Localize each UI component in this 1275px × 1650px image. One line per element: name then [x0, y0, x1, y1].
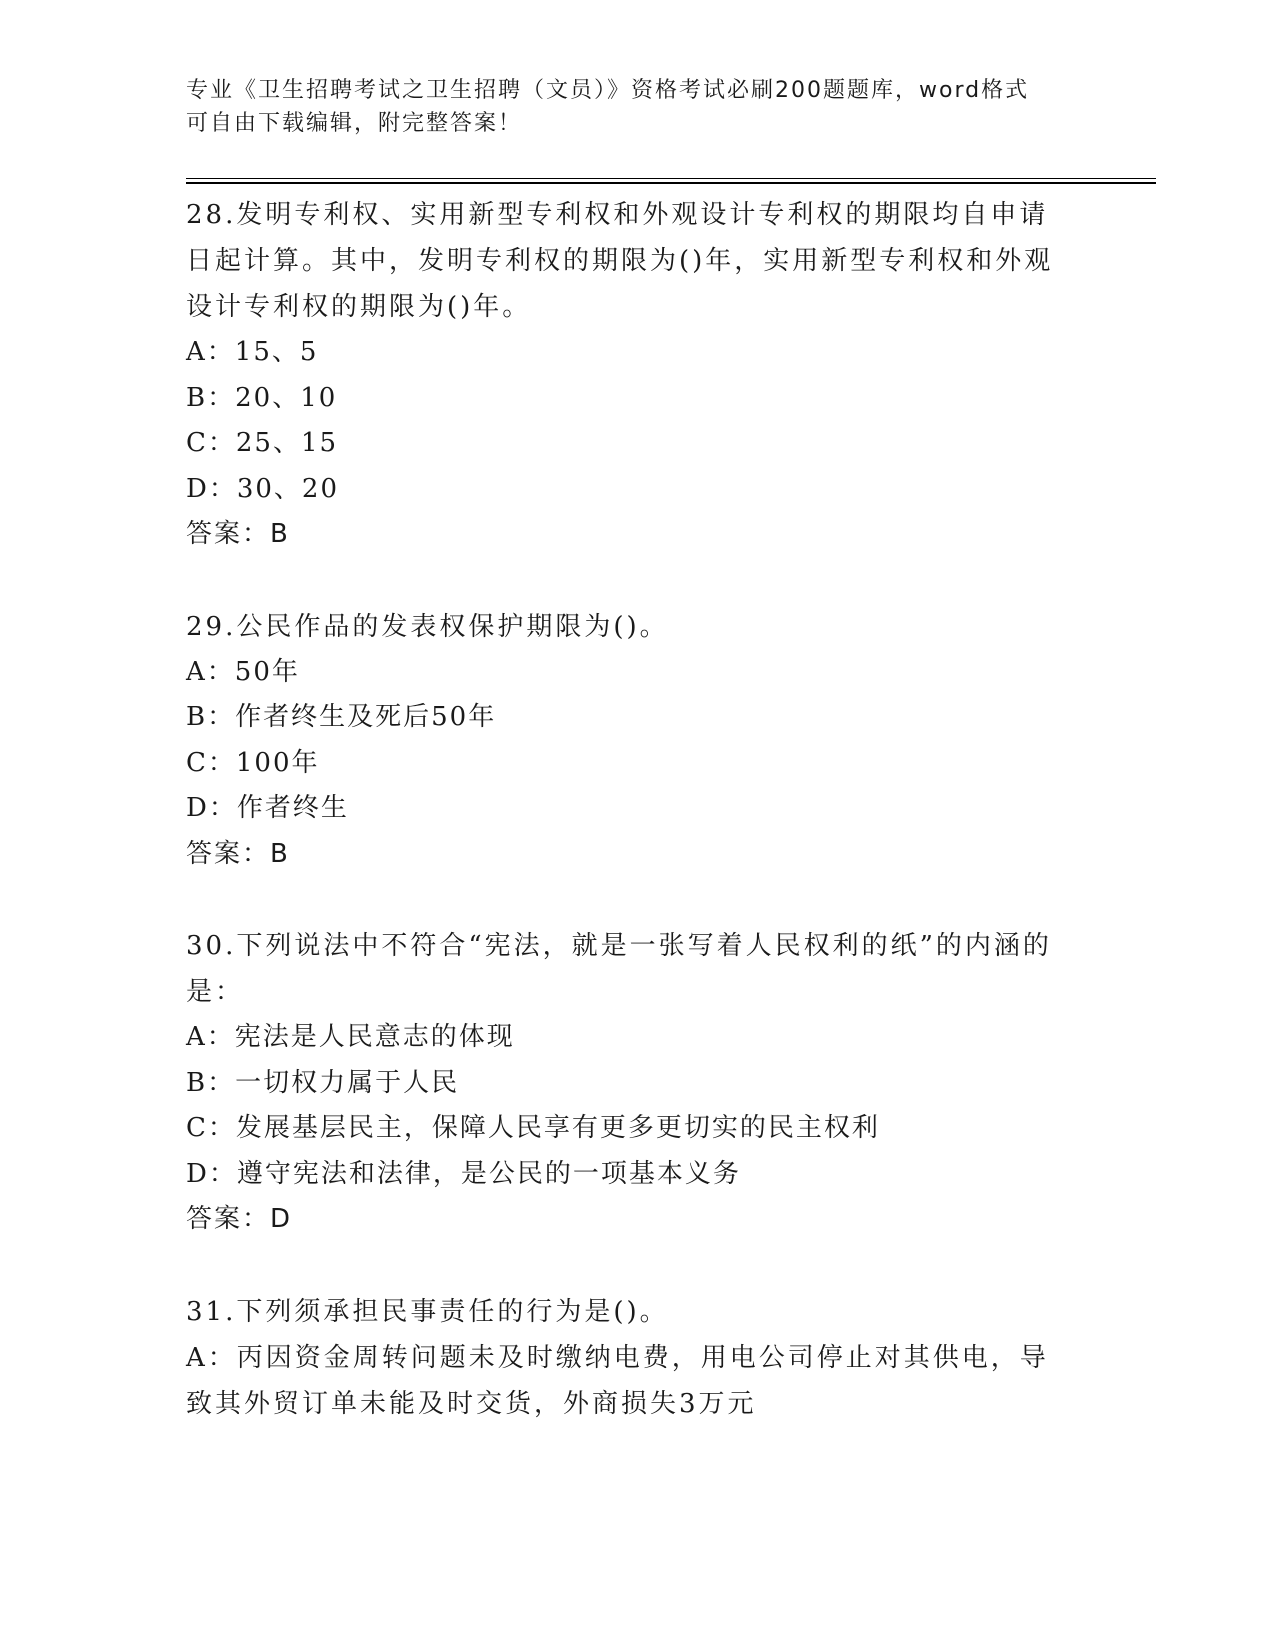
option-a: A：15、5: [186, 337, 319, 367]
option-a: A：50年: [186, 656, 300, 687]
question-30: [186, 923, 1066, 1243]
question-stem: 31.下列须承担民事责任的行为是()。: [186, 1296, 669, 1327]
header-line-2: 可自由下载编辑，附完整答案！: [186, 111, 523, 136]
question-list: [186, 192, 1066, 1427]
answer: 答案：B: [186, 519, 290, 549]
option-d: D：30、20: [186, 473, 340, 504]
question-stem: 30.下列说法中不符合“宪法，就是一张写着人民权利的纸”的内涵的是：: [186, 931, 1052, 1007]
document-header: [186, 74, 1066, 140]
header-line-1: 专业《卫生招聘考试之卫生招聘（文员）》资格考试必刷200题题库，word格式: [186, 78, 1030, 103]
option-d: D：遵守宪法和法律，是公民的一项基本义务: [186, 1158, 741, 1189]
option-c: C：100年: [186, 747, 320, 778]
header-divider-thin: [186, 178, 1156, 179]
question-28: [186, 192, 1066, 558]
question-stem: 28.发明专利权、实用新型专利权和外观设计专利权的期限均自申请日起计算。其中，发明专利权的期限为()年，实用新型专利权和外观设计专利权的期限为()年。: [186, 200, 1054, 322]
option-c: C：25、15: [186, 428, 339, 458]
option-d: D：作者终生: [186, 793, 349, 823]
question-spacer: [186, 1243, 1066, 1289]
answer: 答案：D: [186, 1204, 293, 1234]
option-a: A：宪法是人民意志的体现: [186, 1022, 515, 1052]
option-b: B：20、10: [186, 382, 338, 413]
question-29: [186, 604, 1066, 878]
header-divider-thick: [186, 182, 1156, 184]
option-c: C：发展基层民主，保障人民享有更多更切实的民主权利: [186, 1113, 880, 1143]
option-b: B：一切权力属于人民: [186, 1067, 460, 1098]
option-b: B：作者终生及死后50年: [186, 702, 497, 732]
answer: 答案：B: [186, 838, 290, 869]
option-a: A：丙因资金周转问题未及时缴纳电费，用电公司停止对其供电，导致其外贸订单未能及时交货，外商损失3万元: [186, 1342, 1049, 1419]
question-stem: 29.公民作品的发表权保护期限为()。: [186, 611, 669, 642]
question-spacer: [186, 558, 1066, 604]
question-spacer: [186, 877, 1066, 923]
question-31: [186, 1289, 1066, 1427]
